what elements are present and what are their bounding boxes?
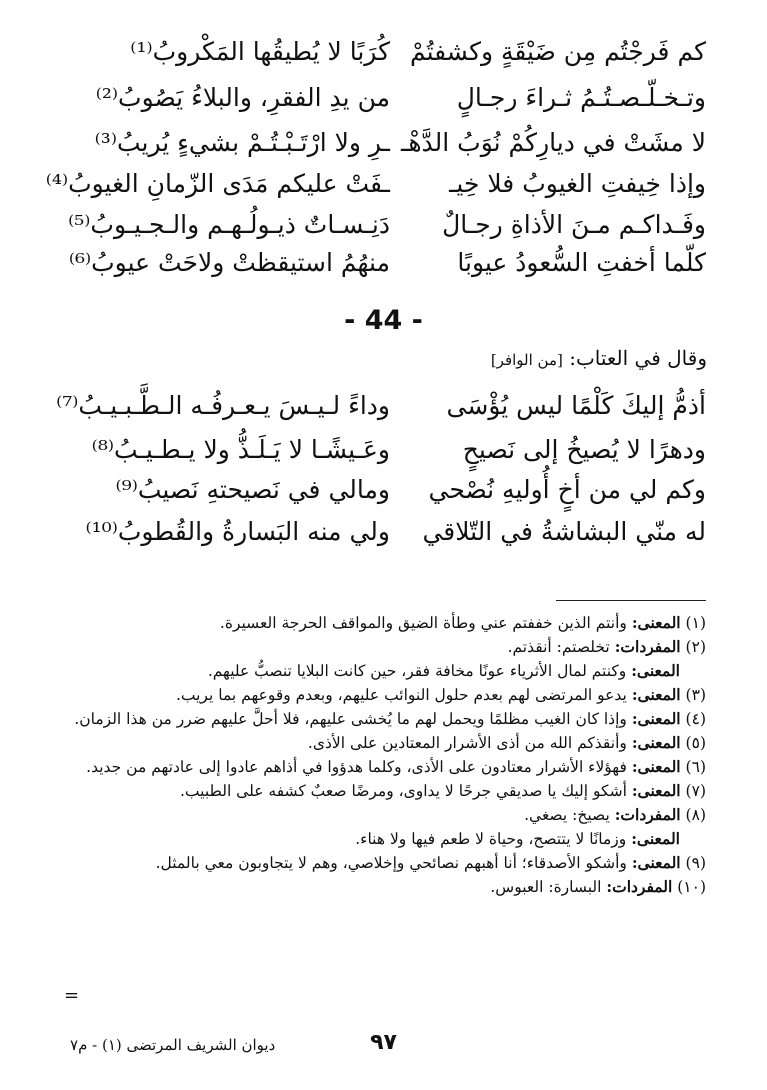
verse-line [70,514,706,550]
footnote-number: (٧) [685,782,706,800]
footnote [62,779,706,803]
verse-second-hemistich: من يدِ الفقرِ، والبلاءُ يَصُوبُ⁽²⁾ [95,83,390,112]
footnote-number: (١) [685,614,706,632]
verse-second-hemistich: وداءً لـيـسَ يـعـرفُـه الـطَّـبـيـبُ⁽⁷⁾ [56,391,390,420]
verse-second-hemistich: دَنِـسـاتٌ ذيـولُـهـم والـجـيـوبُ⁽⁵⁾ [68,210,390,239]
verse-first-hemistich: له منّي البشاشةُ في التّلاقي [422,517,706,546]
verse-line [70,80,706,116]
footnote-text: وكنتم لمال الأثرياء عونًا مخافة فقر، حين كانت البلايا تنصبُّ عليهم. [207,662,627,680]
footnote-number: (١٠) [677,878,706,896]
verse-second-hemistich: وعَـيشًـا لا يَـلَـذُّ ولا يـطـيـبُ⁽⁸⁾ [91,435,390,464]
footnote [62,659,706,683]
verse-first-hemistich: لا مشَتْ في ديارِكُمْ نُوَبُ الدَّهْـ [401,128,706,157]
verse-first-hemistich: وفَـداكـم مـنَ الأذاةِ رجـالٌ [442,210,706,239]
verse-first-hemistich: وإذا خِيفتِ الغيوبُ فلا خِيـ [449,169,706,198]
footnote [62,683,706,707]
footnotes [62,611,706,899]
footnote [62,707,706,731]
footnote-label: المعنى: [631,829,680,848]
footnote-label: المعنى: [631,757,681,776]
verse-line [70,34,706,70]
verse-first-hemistich: كلّما أخفتِ السُّعودُ عيوبًا [457,248,706,277]
footnote-label: المعنى: [631,709,681,728]
verse-second-hemistich: ـرِ ولا ارْتَـبْـتُـمْ بشيءٍ يُريبُ⁽³⁾ [94,128,390,157]
verse-second-hemistich: منهُمُ استيقظتْ ولاحَتْ عيوبُ⁽⁶⁾ [68,248,390,277]
footnote-number: (٩) [685,854,706,872]
verse-second-hemistich: ـفَتْ عليكم مَدَى الزّمانِ الغيوبُ⁽⁴⁾ [45,169,390,198]
verse-first-hemistich: وكم لي من أخٍ أُوليهِ نُصْحي [428,475,706,504]
footnote-number: (٥) [685,734,706,752]
footnote-label: المفردات: [606,877,673,896]
footnote-number: (٢) [685,638,706,656]
verse-second-hemistich: ومالي في نَصيحتهِ نَصيبُ⁽⁹⁾ [115,475,390,504]
verse-line [45,166,706,202]
footnote-text: أشكو إليك يا صديقي جرحًا لا يداوى، ومرضًا صعبٌ كشفه على الطبيب. [180,782,627,800]
verse-first-hemistich: وتـخـلّـصـتُـمُ ثـراءَ رجـالٍ [456,83,706,112]
footnote-label: المعنى: [631,661,680,680]
poem-meter: [من الوافر] [490,351,563,369]
verse-line [70,245,706,281]
footnote-label: المفردات: [614,805,681,824]
footnote-text: وأشكو الأصدقاء؛ أنا أهبهم نصائحي وإخلاصي، وهم لا يتجاوبون معي بالمثل. [155,854,627,872]
footnote [62,803,706,827]
footnote-label: المعنى: [631,685,681,704]
footnote-label: المعنى: [631,733,681,752]
poem-intro [491,346,707,370]
poem-intro-text: وقال في العتاب: [569,346,707,370]
poem-number: - 44 - [344,305,423,336]
footnote-text: وأنتم الذين خففتم عني وطأة الضيق والمواقف الحرجة العسيرة. [219,614,627,632]
footnote [62,875,706,899]
verse-line [70,472,706,508]
footnote-label: المعنى: [631,781,681,800]
page-number: ٩٧ [370,1030,397,1055]
verse-line [56,388,706,424]
footnote-label: المعنى: [631,853,681,872]
verse-first-hemistich: أذمُّ إليكَ كَلْمًا ليس يُؤْسَى [446,391,706,420]
verse-second-hemistich: كُرَبًا لا يُطيقُها المَكْروبُ⁽¹⁾ [130,37,390,66]
verse-line [70,432,706,468]
footnote [62,731,706,755]
verse-second-hemistich: ولي منه البَسارةُ والقُطوبُ⁽¹⁰⁾ [85,517,390,546]
footnote [62,827,706,851]
verse-line [70,207,706,243]
verse-first-hemistich: كم فَرجْتُم مِن ضَيْقَةٍ وكشفتُمْ [409,37,706,66]
footnote-number: (٣) [685,686,706,704]
footnote-label: المفردات: [614,637,681,656]
footnote-text: وأنقذكم الله من أذى الأشرار المعتادين على الأذى. [307,734,627,752]
footnote-text: وإذا كان الغيب مظلمًا ويحمل لهم ما يُخشى عليهم، فلا أحلَّ عليهم ضرر من هذا الزمان. [74,710,627,728]
footnote-text: فهؤلاء الأشرار معتادون على الأذى، وكلما هدؤوا في أذاهم عادوا إلى عادتهم من جديد. [86,758,627,776]
footnote-text: وزمانًا لا يتتصح، وحياة لا طعم فيها ولا هناء. [355,830,627,848]
running-footer: ديوان الشريف المرتضى (١) - م٧ [70,1036,276,1054]
footnote [62,755,706,779]
footnote-text: تخلصتم: أنقذتم. [507,638,610,656]
footnote [62,635,706,659]
footnote [62,851,706,875]
footnote-number: (٦) [685,758,706,776]
footnote-text: يدعو المرتضى لهم بعدم حلول النوائب عليهم، وبعدم وقوعهم بما يريب. [175,686,627,704]
footnote-separator [556,600,706,601]
footnote-label: المعنى: [631,613,681,632]
footnote-number: (٨) [685,806,706,824]
footnote-number: (٤) [685,710,706,728]
footnote [62,611,706,635]
edge-mark: = [64,985,80,1006]
footnote-text: البسارة: العبوس. [490,878,602,896]
footnote-text: يصيخ: يصغي. [524,806,610,824]
verse-line [70,125,706,161]
verse-first-hemistich: ودهرًا لا يُصيخُ إلى نَصيحٍ [462,435,706,464]
